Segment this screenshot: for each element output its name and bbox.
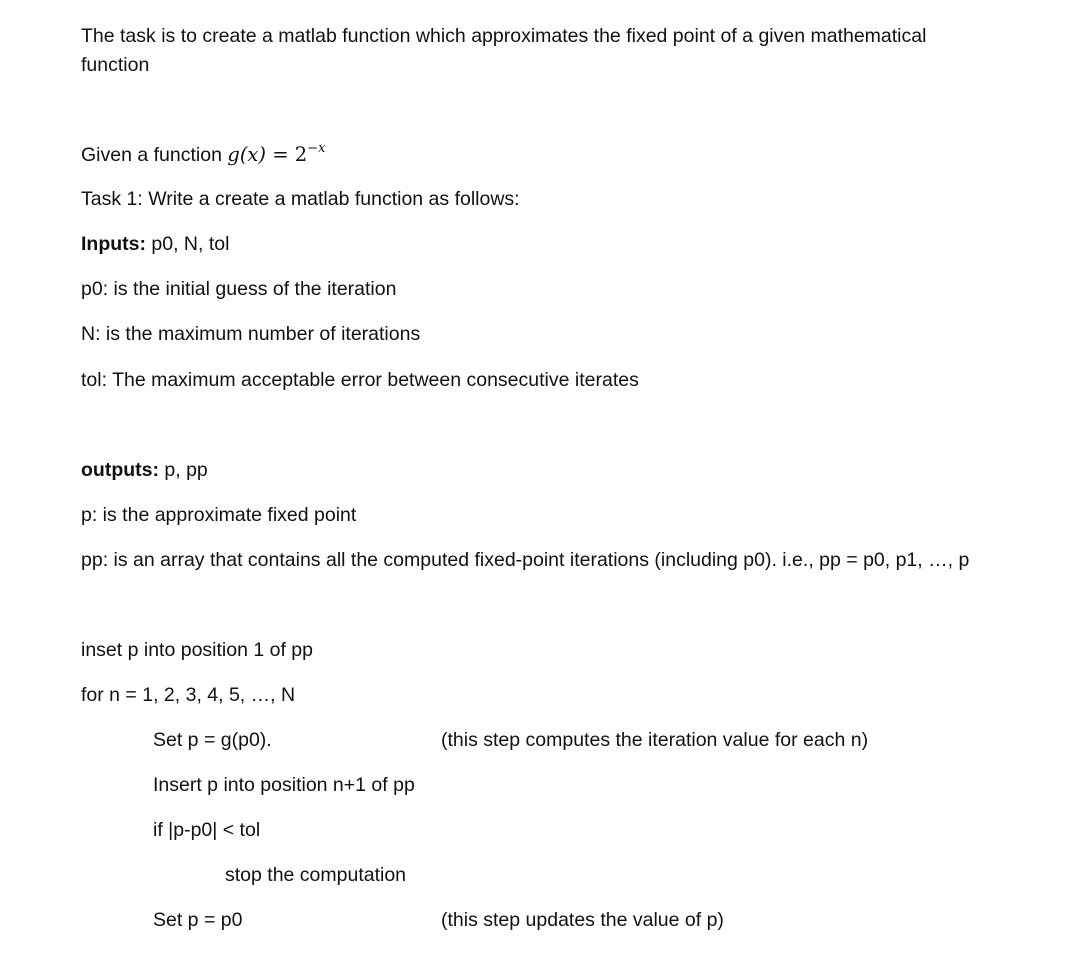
- for-loop: for n = 1, 2, 3, 4, 5, …, N: [81, 684, 296, 706]
- func-equals: = 2: [266, 143, 308, 166]
- outputs-line: [81, 461, 208, 481]
- outputs-value: p, pp: [158, 459, 208, 481]
- insert-first-step: inset p into position 1 of pp: [81, 639, 313, 661]
- inputs-value: p0, N, tol: [145, 233, 230, 255]
- update-step: Set p = p0: [153, 909, 243, 931]
- func-arg: (x): [239, 143, 267, 166]
- p-description: p: is the approximate fixed point: [81, 504, 357, 526]
- intro-line-2: function: [81, 54, 150, 76]
- n-description: N: is the maximum number of iterations: [81, 323, 421, 345]
- set-p-note: (this step computes the iteration value for each n): [441, 729, 869, 751]
- math-expression: [227, 143, 325, 166]
- if-condition: if |p-p0| < tol: [153, 819, 261, 841]
- tol-description: tol: The maximum acceptable error between consecutive iterates: [81, 369, 639, 391]
- inputs-label: Inputs:: [81, 233, 146, 255]
- p0-description: p0: is the initial guess of the iteration: [81, 278, 397, 300]
- task-1: Task 1: Write a create a matlab function as follows:: [81, 188, 520, 210]
- set-p-step: Set p = g(p0).: [153, 729, 272, 751]
- inputs-line: [81, 235, 229, 255]
- update-note: (this step updates the value of p): [441, 909, 724, 931]
- func-exponent: −x: [307, 141, 326, 156]
- given-prefix: Given a function: [81, 144, 228, 166]
- pp-description: pp: is an array that contains all the computed fixed-point iterations (including p0). i.e., pp = p0, p1, …, p: [81, 549, 970, 571]
- func-name: g: [227, 143, 240, 166]
- outputs-label: outputs:: [81, 459, 159, 481]
- given-function: [81, 141, 326, 166]
- intro-line-1: The task is to create a matlab function which approximates the fixed point of a given mathematical: [81, 25, 927, 47]
- insert-p-step: Insert p into position n+1 of pp: [153, 774, 415, 796]
- stop-step: stop the computation: [225, 864, 407, 886]
